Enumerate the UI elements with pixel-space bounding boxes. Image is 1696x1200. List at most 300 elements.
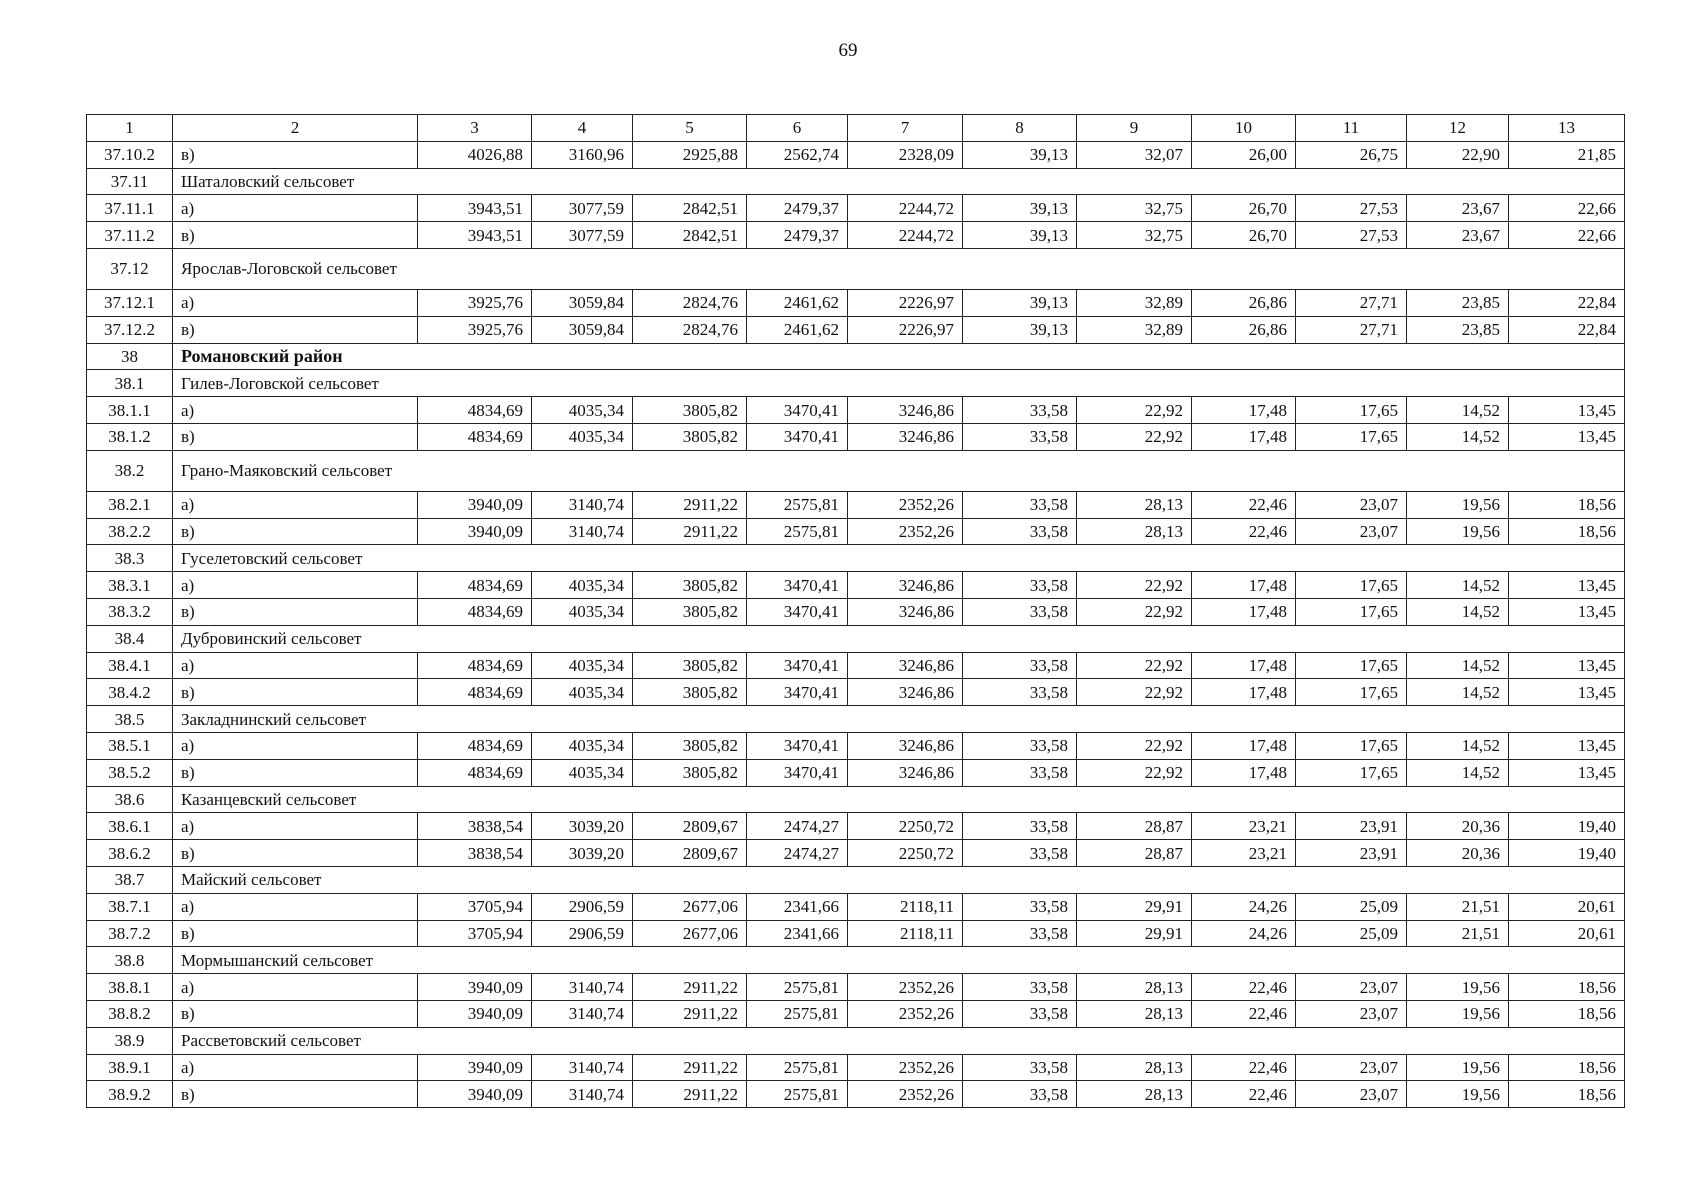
value-cell: 3039,20 xyxy=(532,840,633,867)
settlement-name: Романовский район xyxy=(173,343,1625,370)
table-row xyxy=(87,423,1625,450)
row-number: 38.9 xyxy=(87,1027,173,1054)
value-cell: 22,66 xyxy=(1509,222,1625,249)
value-cell: 13,45 xyxy=(1509,759,1625,786)
value-cell: 23,67 xyxy=(1407,222,1509,249)
value-cell: 23,85 xyxy=(1407,316,1509,343)
value-cell: 2461,62 xyxy=(747,316,848,343)
value-cell: 4026,88 xyxy=(418,141,532,168)
value-cell: 3470,41 xyxy=(747,572,848,599)
value-cell: 4035,34 xyxy=(532,397,633,424)
value-cell: 26,00 xyxy=(1192,141,1296,168)
value-cell: 2824,76 xyxy=(633,316,747,343)
row-label: в) xyxy=(173,222,418,249)
value-cell: 18,56 xyxy=(1509,491,1625,518)
value-cell: 26,86 xyxy=(1192,289,1296,316)
value-cell: 2118,11 xyxy=(848,893,963,920)
value-cell: 3943,51 xyxy=(418,195,532,222)
value-cell: 3140,74 xyxy=(532,1000,633,1027)
value-cell: 3940,09 xyxy=(418,491,532,518)
row-label: а) xyxy=(173,893,418,920)
settlement-heading-row xyxy=(87,947,1625,974)
row-number: 38.7.2 xyxy=(87,920,173,947)
settlement-heading-row xyxy=(87,248,1625,289)
value-cell: 20,36 xyxy=(1407,813,1509,840)
value-cell: 33,58 xyxy=(963,397,1077,424)
value-cell: 2250,72 xyxy=(848,813,963,840)
value-cell: 14,52 xyxy=(1407,572,1509,599)
column-number-row xyxy=(87,115,1625,142)
value-cell: 2677,06 xyxy=(633,920,747,947)
row-number: 38.2.1 xyxy=(87,491,173,518)
column-header: 8 xyxy=(963,115,1077,142)
table-row xyxy=(87,598,1625,625)
value-cell: 33,58 xyxy=(963,598,1077,625)
page-number: 69 xyxy=(838,40,858,61)
settlement-name: Казанцевский сельсовет xyxy=(173,786,1625,813)
settlement-heading-row xyxy=(87,168,1625,195)
row-label: а) xyxy=(173,397,418,424)
value-cell: 4834,69 xyxy=(418,397,532,424)
settlement-heading-row xyxy=(87,866,1625,893)
row-number: 38.1.2 xyxy=(87,423,173,450)
value-cell: 17,65 xyxy=(1296,572,1407,599)
row-label: в) xyxy=(173,316,418,343)
row-number: 38.5 xyxy=(87,706,173,733)
value-cell: 33,58 xyxy=(963,813,1077,840)
row-number: 38.7 xyxy=(87,866,173,893)
value-cell: 25,09 xyxy=(1296,893,1407,920)
settlement-name: Ярослав-Логовской сельсовет xyxy=(173,248,1625,289)
table-row xyxy=(87,222,1625,249)
value-cell: 2352,26 xyxy=(848,518,963,545)
value-cell: 32,89 xyxy=(1077,289,1192,316)
value-cell: 2575,81 xyxy=(747,1054,848,1081)
value-cell: 18,56 xyxy=(1509,974,1625,1001)
value-cell: 2925,88 xyxy=(633,141,747,168)
value-cell: 2911,22 xyxy=(633,1000,747,1027)
value-cell: 14,52 xyxy=(1407,759,1509,786)
value-cell: 39,13 xyxy=(963,141,1077,168)
value-cell: 2352,26 xyxy=(848,1054,963,1081)
row-number: 38.4 xyxy=(87,625,173,652)
value-cell: 28,13 xyxy=(1077,1081,1192,1108)
value-cell: 14,52 xyxy=(1407,397,1509,424)
value-cell: 22,92 xyxy=(1077,397,1192,424)
value-cell: 24,26 xyxy=(1192,893,1296,920)
column-header: 10 xyxy=(1192,115,1296,142)
value-cell: 13,45 xyxy=(1509,732,1625,759)
table-row xyxy=(87,572,1625,599)
value-cell: 3077,59 xyxy=(532,195,633,222)
column-header: 6 xyxy=(747,115,848,142)
table-row xyxy=(87,289,1625,316)
column-header: 5 xyxy=(633,115,747,142)
value-cell: 4035,34 xyxy=(532,572,633,599)
value-cell: 27,53 xyxy=(1296,222,1407,249)
value-cell: 3140,74 xyxy=(532,974,633,1001)
value-cell: 4834,69 xyxy=(418,759,532,786)
value-cell: 3805,82 xyxy=(633,397,747,424)
value-cell: 20,36 xyxy=(1407,840,1509,867)
value-cell: 19,56 xyxy=(1407,518,1509,545)
value-cell: 23,85 xyxy=(1407,289,1509,316)
value-cell: 28,87 xyxy=(1077,813,1192,840)
table-row xyxy=(87,813,1625,840)
value-cell: 19,56 xyxy=(1407,1081,1509,1108)
value-cell: 3838,54 xyxy=(418,813,532,840)
value-cell: 3925,76 xyxy=(418,316,532,343)
settlement-heading-row xyxy=(87,545,1625,572)
column-header: 3 xyxy=(418,115,532,142)
value-cell: 3470,41 xyxy=(747,759,848,786)
value-cell: 3838,54 xyxy=(418,840,532,867)
value-cell: 3940,09 xyxy=(418,1000,532,1027)
value-cell: 32,89 xyxy=(1077,316,1192,343)
row-label: в) xyxy=(173,1081,418,1108)
value-cell: 2118,11 xyxy=(848,920,963,947)
value-cell: 33,58 xyxy=(963,759,1077,786)
value-cell: 4834,69 xyxy=(418,732,532,759)
value-cell: 17,48 xyxy=(1192,572,1296,599)
row-number: 38.6.1 xyxy=(87,813,173,840)
value-cell: 2809,67 xyxy=(633,813,747,840)
value-cell: 33,58 xyxy=(963,491,1077,518)
value-cell: 20,61 xyxy=(1509,893,1625,920)
value-cell: 23,07 xyxy=(1296,518,1407,545)
value-cell: 25,09 xyxy=(1296,920,1407,947)
value-cell: 22,84 xyxy=(1509,289,1625,316)
value-cell: 3805,82 xyxy=(633,759,747,786)
value-cell: 17,65 xyxy=(1296,652,1407,679)
value-cell: 2575,81 xyxy=(747,491,848,518)
value-cell: 3246,86 xyxy=(848,652,963,679)
value-cell: 3246,86 xyxy=(848,572,963,599)
value-cell: 21,51 xyxy=(1407,893,1509,920)
row-label: а) xyxy=(173,732,418,759)
value-cell: 22,90 xyxy=(1407,141,1509,168)
settlement-name: Гуселетовский сельсовет xyxy=(173,545,1625,572)
value-cell: 14,52 xyxy=(1407,598,1509,625)
row-number: 38.1 xyxy=(87,370,173,397)
value-cell: 2244,72 xyxy=(848,195,963,222)
value-cell: 14,52 xyxy=(1407,423,1509,450)
value-cell: 18,56 xyxy=(1509,1081,1625,1108)
value-cell: 17,65 xyxy=(1296,397,1407,424)
row-label: в) xyxy=(173,598,418,625)
value-cell: 3940,09 xyxy=(418,518,532,545)
value-cell: 3246,86 xyxy=(848,423,963,450)
value-cell: 32,07 xyxy=(1077,141,1192,168)
value-cell: 3705,94 xyxy=(418,893,532,920)
value-cell: 17,65 xyxy=(1296,423,1407,450)
value-cell: 3805,82 xyxy=(633,679,747,706)
value-cell: 13,45 xyxy=(1509,652,1625,679)
value-cell: 3470,41 xyxy=(747,652,848,679)
value-cell: 4035,34 xyxy=(532,598,633,625)
table-row xyxy=(87,652,1625,679)
value-cell: 3470,41 xyxy=(747,732,848,759)
value-cell: 3805,82 xyxy=(633,598,747,625)
value-cell: 2341,66 xyxy=(747,893,848,920)
value-cell: 2352,26 xyxy=(848,974,963,1001)
value-cell: 39,13 xyxy=(963,289,1077,316)
value-cell: 3940,09 xyxy=(418,1054,532,1081)
table-row xyxy=(87,732,1625,759)
row-number: 38.4.2 xyxy=(87,679,173,706)
value-cell: 22,92 xyxy=(1077,423,1192,450)
row-label: а) xyxy=(173,491,418,518)
settlement-heading-row xyxy=(87,1027,1625,1054)
value-cell: 26,75 xyxy=(1296,141,1407,168)
row-number: 38.7.1 xyxy=(87,893,173,920)
value-cell: 3246,86 xyxy=(848,759,963,786)
value-cell: 4834,69 xyxy=(418,652,532,679)
value-cell: 2575,81 xyxy=(747,518,848,545)
settlement-name: Грано-Маяковский сельсовет xyxy=(173,450,1625,491)
value-cell: 3940,09 xyxy=(418,974,532,1001)
row-label: а) xyxy=(173,974,418,1001)
value-cell: 33,58 xyxy=(963,1000,1077,1027)
settlement-heading-row xyxy=(87,625,1625,652)
value-cell: 3470,41 xyxy=(747,423,848,450)
value-cell: 32,75 xyxy=(1077,222,1192,249)
settlement-name: Шаталовский сельсовет xyxy=(173,168,1625,195)
value-cell: 4035,34 xyxy=(532,652,633,679)
value-cell: 22,66 xyxy=(1509,195,1625,222)
settlement-heading-row xyxy=(87,450,1625,491)
value-cell: 2461,62 xyxy=(747,289,848,316)
row-number: 38.4.1 xyxy=(87,652,173,679)
row-label: в) xyxy=(173,920,418,947)
value-cell: 23,07 xyxy=(1296,1081,1407,1108)
row-label: а) xyxy=(173,652,418,679)
value-cell: 3059,84 xyxy=(532,289,633,316)
row-number: 38.6.2 xyxy=(87,840,173,867)
value-cell: 23,07 xyxy=(1296,974,1407,1001)
value-cell: 18,56 xyxy=(1509,1054,1625,1081)
settlement-heading-row xyxy=(87,370,1625,397)
value-cell: 2575,81 xyxy=(747,974,848,1001)
value-cell: 17,65 xyxy=(1296,759,1407,786)
value-cell: 18,56 xyxy=(1509,1000,1625,1027)
value-cell: 27,71 xyxy=(1296,316,1407,343)
value-cell: 2824,76 xyxy=(633,289,747,316)
value-cell: 27,53 xyxy=(1296,195,1407,222)
value-cell: 18,56 xyxy=(1509,518,1625,545)
table-row xyxy=(87,840,1625,867)
settlement-name: Мормышанский сельсовет xyxy=(173,947,1625,974)
value-cell: 4834,69 xyxy=(418,598,532,625)
value-cell: 33,58 xyxy=(963,920,1077,947)
row-number: 38.8 xyxy=(87,947,173,974)
value-cell: 13,45 xyxy=(1509,598,1625,625)
value-cell: 28,13 xyxy=(1077,491,1192,518)
row-number: 37.12.1 xyxy=(87,289,173,316)
value-cell: 39,13 xyxy=(963,222,1077,249)
value-cell: 28,87 xyxy=(1077,840,1192,867)
value-cell: 33,58 xyxy=(963,974,1077,1001)
value-cell: 4035,34 xyxy=(532,759,633,786)
value-cell: 13,45 xyxy=(1509,423,1625,450)
value-cell: 3140,74 xyxy=(532,518,633,545)
row-number: 37.11.2 xyxy=(87,222,173,249)
value-cell: 22,46 xyxy=(1192,518,1296,545)
row-number: 38.8.1 xyxy=(87,974,173,1001)
value-cell: 19,56 xyxy=(1407,1000,1509,1027)
value-cell: 22,46 xyxy=(1192,1000,1296,1027)
row-number: 38.9.2 xyxy=(87,1081,173,1108)
value-cell: 4834,69 xyxy=(418,679,532,706)
row-number: 38.2 xyxy=(87,450,173,491)
settlement-name: Майский сельсовет xyxy=(173,866,1625,893)
value-cell: 21,85 xyxy=(1509,141,1625,168)
value-cell: 33,58 xyxy=(963,679,1077,706)
row-number: 38.5.2 xyxy=(87,759,173,786)
row-label: а) xyxy=(173,195,418,222)
row-number: 38.9.1 xyxy=(87,1054,173,1081)
value-cell: 21,51 xyxy=(1407,920,1509,947)
row-label: в) xyxy=(173,141,418,168)
settlement-heading-row xyxy=(87,706,1625,733)
value-cell: 33,58 xyxy=(963,572,1077,599)
row-label: в) xyxy=(173,840,418,867)
value-cell: 17,48 xyxy=(1192,759,1296,786)
value-cell: 33,58 xyxy=(963,840,1077,867)
value-cell: 2352,26 xyxy=(848,1081,963,1108)
column-header: 2 xyxy=(173,115,418,142)
value-cell: 26,86 xyxy=(1192,316,1296,343)
value-cell: 28,13 xyxy=(1077,1000,1192,1027)
value-cell: 2911,22 xyxy=(633,1054,747,1081)
value-cell: 13,45 xyxy=(1509,397,1625,424)
value-cell: 13,45 xyxy=(1509,572,1625,599)
value-cell: 3943,51 xyxy=(418,222,532,249)
value-cell: 19,56 xyxy=(1407,1054,1509,1081)
value-cell: 22,46 xyxy=(1192,491,1296,518)
value-cell: 3140,74 xyxy=(532,1054,633,1081)
tariff-table xyxy=(86,114,1625,1108)
value-cell: 22,92 xyxy=(1077,759,1192,786)
value-cell: 24,26 xyxy=(1192,920,1296,947)
value-cell: 19,40 xyxy=(1509,840,1625,867)
table-row xyxy=(87,759,1625,786)
table-row xyxy=(87,141,1625,168)
value-cell: 3246,86 xyxy=(848,732,963,759)
value-cell: 28,13 xyxy=(1077,1054,1192,1081)
row-label: а) xyxy=(173,289,418,316)
value-cell: 17,48 xyxy=(1192,679,1296,706)
row-number: 38 xyxy=(87,343,173,370)
value-cell: 22,46 xyxy=(1192,1054,1296,1081)
row-label: а) xyxy=(173,813,418,840)
row-number: 38.2.2 xyxy=(87,518,173,545)
value-cell: 27,71 xyxy=(1296,289,1407,316)
value-cell: 2250,72 xyxy=(848,840,963,867)
settlement-name: Гилев-Логовской сельсовет xyxy=(173,370,1625,397)
row-label: в) xyxy=(173,518,418,545)
value-cell: 4834,69 xyxy=(418,572,532,599)
value-cell: 3705,94 xyxy=(418,920,532,947)
value-cell: 2352,26 xyxy=(848,1000,963,1027)
value-cell: 14,52 xyxy=(1407,679,1509,706)
value-cell: 2911,22 xyxy=(633,518,747,545)
value-cell: 2226,97 xyxy=(848,289,963,316)
row-label: а) xyxy=(173,1054,418,1081)
value-cell: 33,58 xyxy=(963,652,1077,679)
row-number: 38.1.1 xyxy=(87,397,173,424)
value-cell: 2911,22 xyxy=(633,1081,747,1108)
settlement-name: Закладнинский сельсовет xyxy=(173,706,1625,733)
row-label: в) xyxy=(173,1000,418,1027)
value-cell: 3039,20 xyxy=(532,813,633,840)
value-cell: 2479,37 xyxy=(747,195,848,222)
value-cell: 33,58 xyxy=(963,423,1077,450)
column-header: 1 xyxy=(87,115,173,142)
table-row xyxy=(87,893,1625,920)
value-cell: 19,56 xyxy=(1407,974,1509,1001)
value-cell: 23,07 xyxy=(1296,1054,1407,1081)
value-cell: 2911,22 xyxy=(633,491,747,518)
value-cell: 4035,34 xyxy=(532,732,633,759)
value-cell: 2226,97 xyxy=(848,316,963,343)
value-cell: 20,61 xyxy=(1509,920,1625,947)
value-cell: 22,92 xyxy=(1077,598,1192,625)
value-cell: 22,92 xyxy=(1077,652,1192,679)
settlement-name: Дубровинский сельсовет xyxy=(173,625,1625,652)
row-number: 37.10.2 xyxy=(87,141,173,168)
value-cell: 28,13 xyxy=(1077,974,1192,1001)
value-cell: 3140,74 xyxy=(532,491,633,518)
value-cell: 3805,82 xyxy=(633,572,747,599)
value-cell: 22,46 xyxy=(1192,1081,1296,1108)
value-cell: 3470,41 xyxy=(747,598,848,625)
value-cell: 2906,59 xyxy=(532,920,633,947)
value-cell: 23,07 xyxy=(1296,491,1407,518)
value-cell: 3246,86 xyxy=(848,598,963,625)
table-row xyxy=(87,1081,1625,1108)
value-cell: 23,07 xyxy=(1296,1000,1407,1027)
column-header: 12 xyxy=(1407,115,1509,142)
table-row xyxy=(87,974,1625,1001)
value-cell: 3470,41 xyxy=(747,397,848,424)
value-cell: 22,46 xyxy=(1192,974,1296,1001)
value-cell: 22,92 xyxy=(1077,679,1192,706)
row-number: 38.3.1 xyxy=(87,572,173,599)
value-cell: 2842,51 xyxy=(633,222,747,249)
value-cell: 17,65 xyxy=(1296,598,1407,625)
row-number: 37.11.1 xyxy=(87,195,173,222)
value-cell: 23,91 xyxy=(1296,813,1407,840)
row-number: 38.8.2 xyxy=(87,1000,173,1027)
value-cell: 39,13 xyxy=(963,316,1077,343)
value-cell: 17,48 xyxy=(1192,732,1296,759)
value-cell: 3470,41 xyxy=(747,679,848,706)
value-cell: 19,40 xyxy=(1509,813,1625,840)
value-cell: 33,58 xyxy=(963,1054,1077,1081)
value-cell: 4035,34 xyxy=(532,679,633,706)
value-cell: 2562,74 xyxy=(747,141,848,168)
value-cell: 3805,82 xyxy=(633,423,747,450)
table-row xyxy=(87,397,1625,424)
district-heading-row xyxy=(87,343,1625,370)
value-cell: 23,21 xyxy=(1192,840,1296,867)
value-cell: 2474,27 xyxy=(747,813,848,840)
settlement-name: Рассветовский сельсовет xyxy=(173,1027,1625,1054)
table-body xyxy=(87,115,1625,1108)
value-cell: 33,58 xyxy=(963,518,1077,545)
value-cell: 3077,59 xyxy=(532,222,633,249)
